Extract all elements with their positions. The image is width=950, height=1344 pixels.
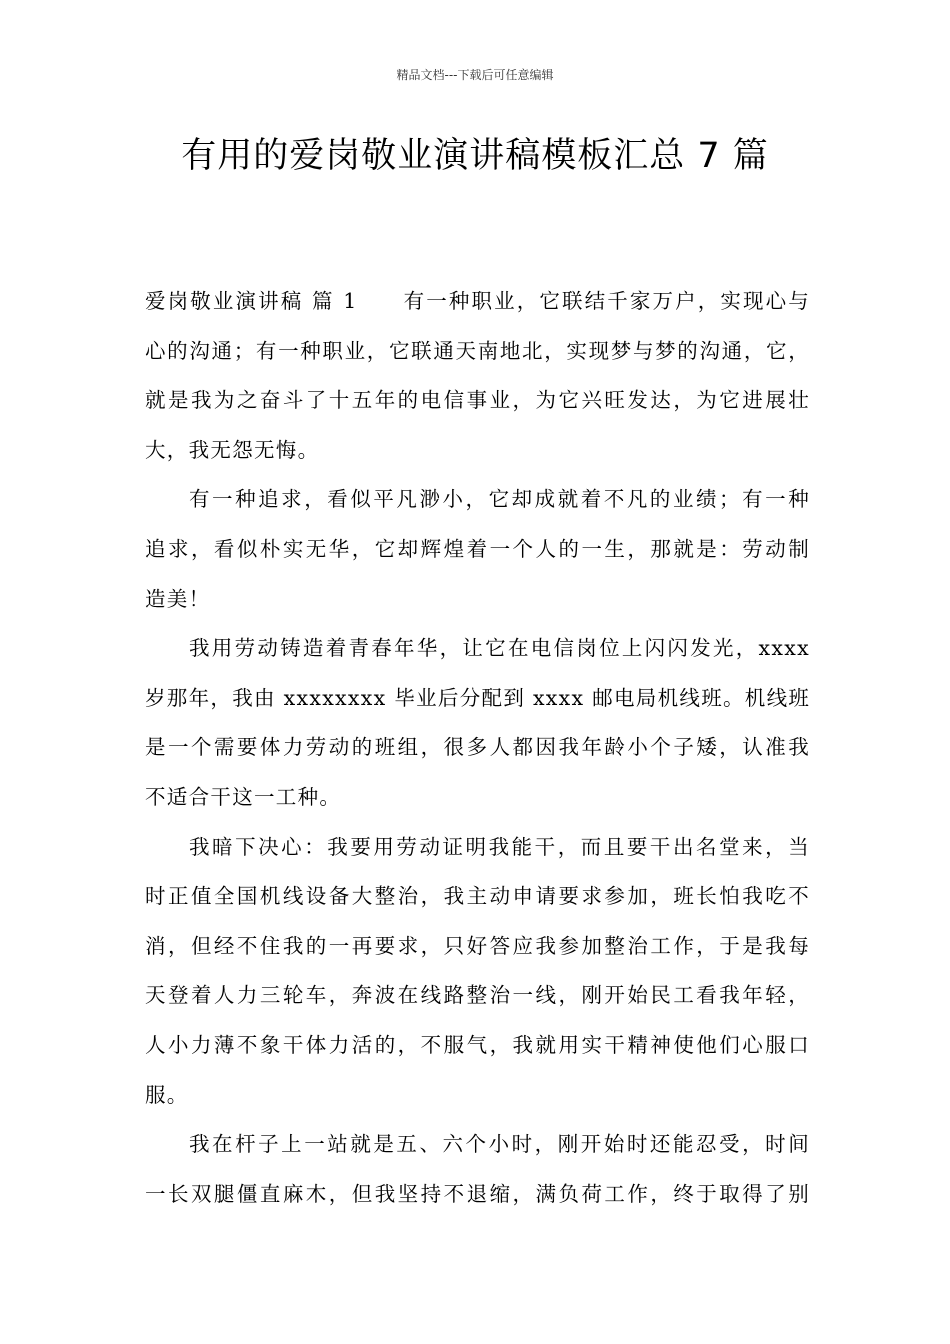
body-line: 我用劳动铸造着青春年华，让它在电信岗位上闪闪发光，xxxx (189, 636, 810, 661)
body-line: 心的沟通；有一种职业，它联通天南地北，实现梦与梦的沟通，它， (145, 338, 810, 363)
body-line: 造美！ (145, 586, 211, 611)
body-line: 消，但经不住我的一再要求，只好答应我参加整治工作，于是我每 (145, 933, 810, 958)
body-line: 不适合干这一工种。 (145, 784, 342, 809)
body-line: 服。 (145, 1082, 189, 1107)
body-line: 就是我为之奋斗了十五年的电信事业，为它兴旺发达，为它进展壮 (145, 388, 810, 413)
body-line: 时正值全国机线设备大整治，我主动申请要求参加，班长怕我吃不 (145, 884, 810, 909)
body-line: 我在杆子上一站就是五、六个小时，刚开始时还能忍受，时间 (189, 1132, 810, 1157)
body-line: 有一种追求，看似平凡渺小，它却成就着不凡的业绩；有一种 (189, 487, 810, 512)
body-line: 一长双腿僵直麻木，但我坚持不退缩，满负荷工作，终于取得了别 (145, 1181, 810, 1206)
body-line: 我暗下决心：我要用劳动证明我能干，而且要干出名堂来，当 (189, 834, 810, 859)
body-line: 是一个需要体力劳动的班组，很多人都因我年龄小个子矮，认准我 (145, 735, 810, 760)
header-note: 精品文档---下载后可任意编辑 (396, 68, 554, 82)
body-line: 岁那年，我由 xxxxxxxx 毕业后分配到 xxxx 邮电局机线班。机线班 (145, 685, 811, 710)
document-body (145, 283, 810, 1225)
document-title: 有用的爱岗敬业演讲稿模板汇总 7 篇 (181, 136, 769, 176)
body-line: 大，我无怨无悔。 (145, 437, 320, 462)
body-line: 人小力薄不象干体力活的，不服气，我就用实干精神使他们心服口 (145, 1032, 810, 1057)
body-line: 追求，看似朴实无华，它却辉煌着一个人的一生，那就是：劳动制 (145, 536, 810, 561)
body-line: 天登着人力三轮车，奔波在线路整治一线，刚开始民工看我年轻， (145, 983, 810, 1008)
body-line: 爱岗敬业演讲稿 篇 1 有一种职业，它联结千家万户，实现心与 (145, 289, 810, 313)
